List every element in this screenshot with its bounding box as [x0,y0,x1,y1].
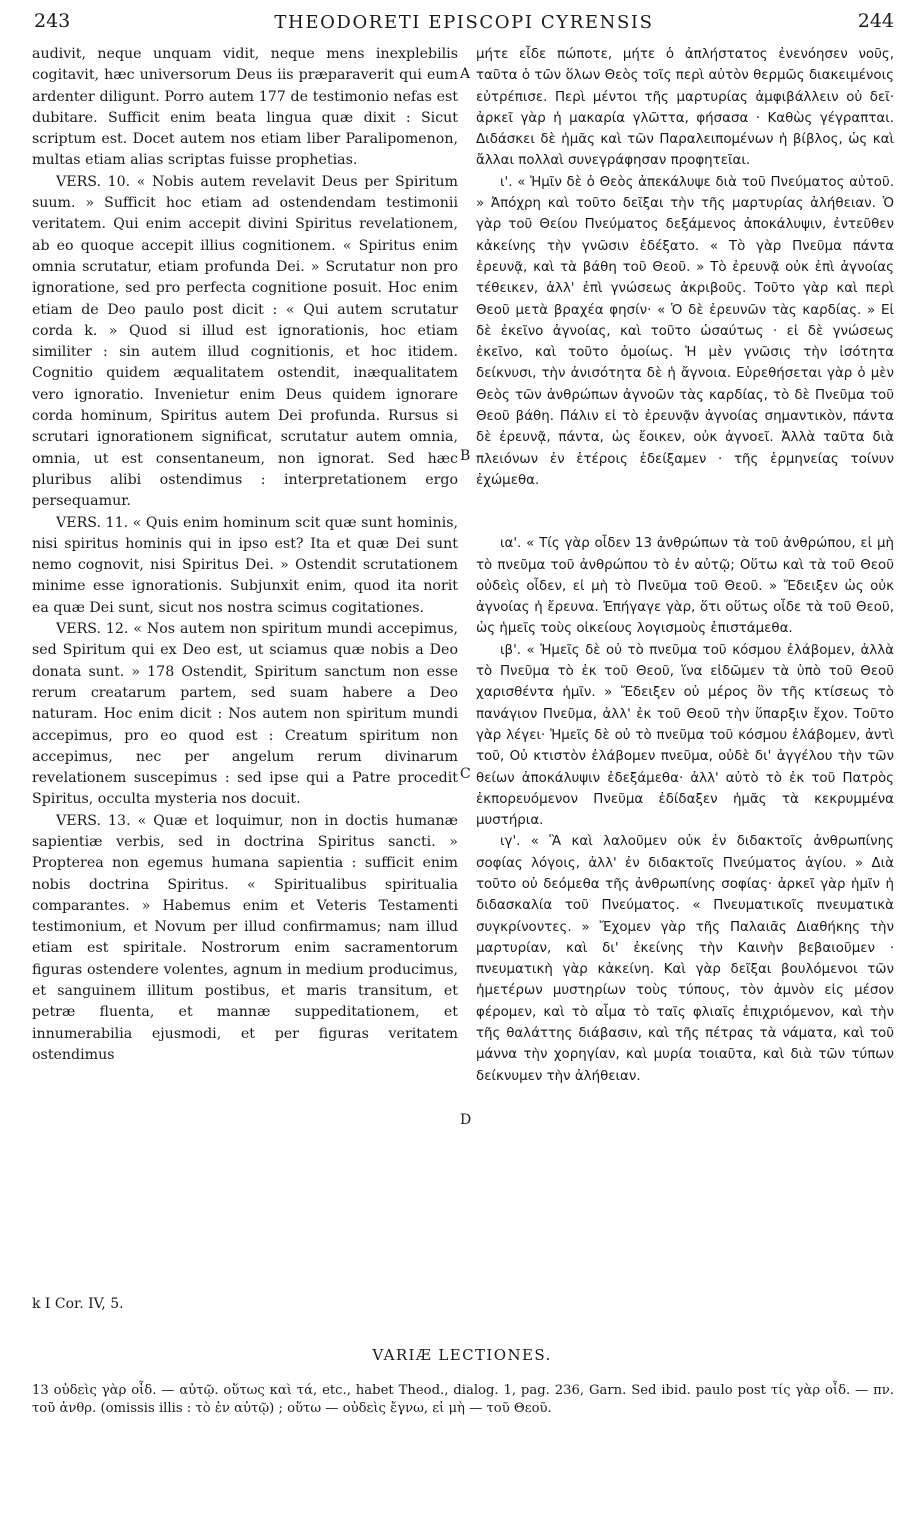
latin-paragraph-vers-12: VERS. 12. « Nos autem non spiritum mundi accepimus, sed Spiritum qui ex Deo est, ut sciamus quæ nobis a Deo donata sunt. » 178 Ostendit, Spiritum sanctum non esse rerum creatarum partem, sed suam habere a Deo naturam. Hoc enim dicit : Nos autem non spiritum mundi accepimus, pro eo quod est : Creatum spiritum non accepimus, nec per angelum rerum divinarum revelationem suscepimus : sed ipse qui a Patre procedit Spiritus, occulta mysteria nos docuit. [32,621,458,808]
footnote: k I Cor. IV, 5. [32,1296,124,1312]
running-title: THEODORETI EPISCOPI CYRENSIS [274,12,654,33]
greek-paragraph: μήτε εἶδε πώποτε, μήτε ὁ ἀπλήστατος ἐνενόησεν νοῦς, ταῦτα ὁ τῶν ὅλων Θεὸς τοῖς περὶ αὐτὸν θερμῶς διακειμένοις εὐτρέπισε. Περὶ μέντοι τῆς μαρτυρίας ἀμφιβάλλειν οὐ δεῖ· ἀρκεῖ γὰρ ἡ μακαρία γλῶττα, φήσασα · Καθὼς γέγραπται. Διδάσκει δὲ ἡμᾶς καὶ τῶν Παραλειπομένων ἡ βίβλος, ὡς καὶ ἄλλαι πολλαὶ συνεγράφησαν προφητεῖαι. [476,47,894,169]
margin-letter-b: B [460,448,471,464]
latin-paragraph-vers-11: VERS. 11. « Quis enim hominum scit quæ sunt hominis, nisi spiritus hominis qui in ipso est? Ita et quæ Dei sunt nemo cognovit, nisi Spiritus Dei. » Ostendit scrutationem minime esse ignorationis. Subjunxit enim, quod ita norit ea quæ Dei sunt, sicut nos nostra scimus cogitationes. [32,514,458,616]
margin-letter-d: D [460,1112,472,1128]
margin-letter-a: A [460,66,471,82]
margin-letter-c: C [460,766,471,782]
right-page-number: 244 [857,10,894,32]
greek-paragraph-vers-11: ια'. « Τίς γὰρ οἶδεν 13 ἀνθρώπων τὰ τοῦ ἀνθρώπου, εἰ μὴ τὸ πνεῦμα τοῦ ἀνθρώπου τὸ ἐν αὐτῷ; Οὕτω καὶ τὰ τοῦ Θεοῦ οὐδεὶς οἶδεν, εἰ μὴ τὸ Πνεῦμα τοῦ Θεοῦ. » Ἔδειξεν ὡς οὐκ ἀγνοίας ἡ ἔρευνα. Ἐπήγαγε γὰρ, ὅτι οὕτως οἶδε τὰ τοῦ Θεοῦ, ὡς ἡμεῖς τοὺς οἰκείους λογισμοὺς ἐπιστάμεθα. [476,536,894,637]
column-spacer [476,491,894,533]
greek-paragraph-vers-13: ιγ'. « Ἃ καὶ λαλοῦμεν οὐκ ἐν διδακτοῖς ἀνθρωπίνης σοφίας λόγοις, ἀλλ' ἐν διδακτοῖς Πνεύματος ἁγίου. » Διὰ τοῦτο οὐ δεόμεθα τῆς ἀνθρωπίνης σοφίας· ἀρκεῖ γὰρ ἡμῖν ἡ διδασκαλία τοῦ Πνεύματος. « Πνευματικοῖς πνευματικὰ συγκρίνοντες. » Ἔχομεν γὰρ τῆς Παλαιᾶς Διαθήκης τὴν μαρτυρίαν, καὶ δι' ἐκείνης τὴν Καινὴν βεβαιοῦμεν · πνευματικὴ γὰρ κἀκείνη. Καὶ γὰρ δεῖξαι βουλόμενοι τῶν ἡμετέρων μυστηρίων τοὺς τύπους, τὸν ἀμνὸν εἰς μέσον φέρομεν, καὶ τὸ αἷμα τὸ ταῖς φλιαῖς ἐπιχριόμενον, καὶ τὴν τῆς θαλάττης διάβασιν, καὶ τῆς πέτρας τὰ νάματα, καὶ τοῦ μάννα τὴν χορηγίαν, καὶ μυρία τοιαῦτα, καὶ διὰ τῶν τύπων δείκνυμεν τὴν ἀλήθειαν. [476,834,894,1084]
running-header [34,8,894,36]
left-page-number: 243 [34,10,71,32]
greek-paragraph-vers-12: ιβ'. « Ἡμεῖς δὲ οὐ τὸ πνεῦμα τοῦ κόσμου ἐλάβομεν, ἀλλὰ τὸ Πνεῦμα τὸ ἐκ τοῦ Θεοῦ, ἵνα εἰδῶμεν τὰ ὑπὸ τοῦ Θεοῦ χαρισθέντα ἡμῖν. » Ἔδειξεν οὐ μέρος ὂν τῆς κτίσεως τὸ πανάγιον Πνεῦμα, ἀλλ' ἐκ τοῦ Θεοῦ τὴν ὕπαρξιν ἔχον. Τοῦτο γὰρ λέγει· Ἡμεῖς δὲ οὐ τὸ πνεῦμα τοῦ κόσμου ἐλάβομεν, ἀντὶ τοῦ, Οὐ κτιστὸν ἐλάβομεν πνεῦμα, οὐδὲ δι' ἀγγέλου τὴν τῶν θείων ἀποκάλυψιν ἐδεξάμεθα· ἀλλ' αὐτὸ τὸ ἐκ τοῦ Πατρὸς ἐκπορευόμενον Πνεῦμα ἐδίδαξεν ἡμᾶς τὰ κεκρυμμένα μυστήρια. [476,642,894,829]
latin-paragraph-vers-10: VERS. 10. « Nobis autem revelavit Deus per Spiritum suum. » Sufficit hoc etiam ad ostendendam testimonii veritatem. Qui enim accepit divini Spiritus revelationem, ab eo quoque accepit illius cognitionem. « Spiritus enim omnia scrutatur, etiam profunda Dei. » Scrutatur non pro ignoratione, sed pro perfecta cognitione posuit. Hoc enim etiam de Deo paulo post dicit : « Qui autem scrutatur corda k. » Quod si illud est ignorationis, hoc etiam similiter : sin autem illud cognitionis, et hoc itidem. Cognitio quidem æqualitatem ostendit, inæqualitatem vero ignoratio. Invenietur enim Deus quidem ignorare corda hominum, Spiritus autem Dei profunda. Rursus si scrutari ignorationem significat, scrutatur autem omnia, omnia, ut est consentaneum, non ignorat. Sed hæc pluribus alibi ostendimus : interpretationem ergo persequamur. [32,173,458,510]
latin-paragraph-vers-13: VERS. 13. « Quæ et loquimur, non in doctis humanæ sapientiæ verbis, sed in doctrina Spiritus sancti. » Propterea non egemus humana sapientia : sufficit enim nobis doctrina Spiritus. « Spiritualibus spiritualia comparantes. » Habemus enim et Veteris Testamenti testimonium, et Novum per illud confirmamus; nam illud etiam est spiritale. Nostrorum enim sacramentorum figuras ostendere volentes, agnum in medium producimus, et sanguinem illitum postibus, et maris transitum, et petræ fluenta, et mannæ suppeditationem, et innumerabilia ejusmodi, et per figuras veritatem ostendimus [32,812,458,1063]
greek-paragraph-vers-10: ι'. « Ἡμῖν δὲ ὁ Θεὸς ἀπεκάλυψε διὰ τοῦ Πνεύματος αὐτοῦ. » Ἀπόχρη καὶ τοῦτο δεῖξαι τὴν τῆς μαρτυρίας ἀλήθειαν. Ὁ γὰρ τοῦ Θείου Πνεύματος δεξάμενος ἀποκάλυψιν, ἐντεῦθεν κἀκείνης τὴν γνῶσιν ἐδέξατο. « Τὸ γὰρ Πνεῦμα πάντα ἐρευνᾷ, καὶ τὰ βάθη τοῦ Θεοῦ. » Τὸ ἐρευνᾷ οὐκ ἐπὶ ἀγνοίας τέθεικεν, ἀλλ' ἐπὶ γνώσεως ἀκριβοῦς. Τοῦτο γὰρ καὶ περὶ Θεοῦ μετὰ βραχέα φησίν· « Ὁ δὲ ἐρευνῶν τὰς καρδίας. » Εἰ δὲ ἐκεῖνο ἀγνοίας, καὶ τοῦτο ὡσαύτως · εἰ δὲ γνώσεως ἐκεῖνο, καὶ τοῦτο ὁμοίως. Ἡ μὲν γνῶσις τὴν ἰσότητα δείκνυσι, τὴν ἀνισότητα δὲ ἡ ἄγνοια. Εὑρεθήσεται γὰρ ὁ μὲν Θεὸς τῶν ἀνθρώπων ἀγνοῶν τὰς καρδίας, τὸ δὲ Πνεῦμα τοῦ Θεοῦ βάθη. Πάλιν εἰ τὸ ἐρευνᾷν ἀγνοίας σημαντικὸν, πάντα δὲ ἐρευνᾷ, πάντα, ὡς ἔοικεν, οὐκ ἀγνοεῖ. Ἀλλὰ ταῦτα διὰ πλειόνων ἐν ἑτέροις ἐδείξαμεν · τῆς ἑρμηνείας τοίνυν ἐχώμεθα. [476,174,894,488]
variae-lectiones-title: VARIÆ LECTIONES. [372,1346,552,1364]
latin-column [32,44,458,1066]
variae-lectiones-text: 13 οὐδεὶς γὰρ οἶδ. — αὐτῷ. οὕτως καὶ τά, etc., habet Theod., dialog. 1, pag. 236, Garn. Sed ibid. paulo post τίς γὰρ οἶδ. — πν. τοῦ ἀνθρ. (omissis illis : τὸ ἐν αὐτῷ) ; οὕτω — οὐδεὶς ἔγνω, εἰ μὴ — τοῦ Θεοῦ. [32,1383,894,1416]
latin-paragraph: audivit, neque unquam vidit, neque mens inexplebilis cogitavit, hæc universorum Deus iis præparaverit qui eum ardenter diligunt. Porro autem 177 de testimonio nefas est dubitare. Sufficit enim beata lingua quæ dixit : Sicut scriptum est. Docet autem nos etiam liber Paralipomenon, multas etiam alias scriptas fuisse prophetias. [32,46,458,169]
greek-column [476,44,894,1087]
